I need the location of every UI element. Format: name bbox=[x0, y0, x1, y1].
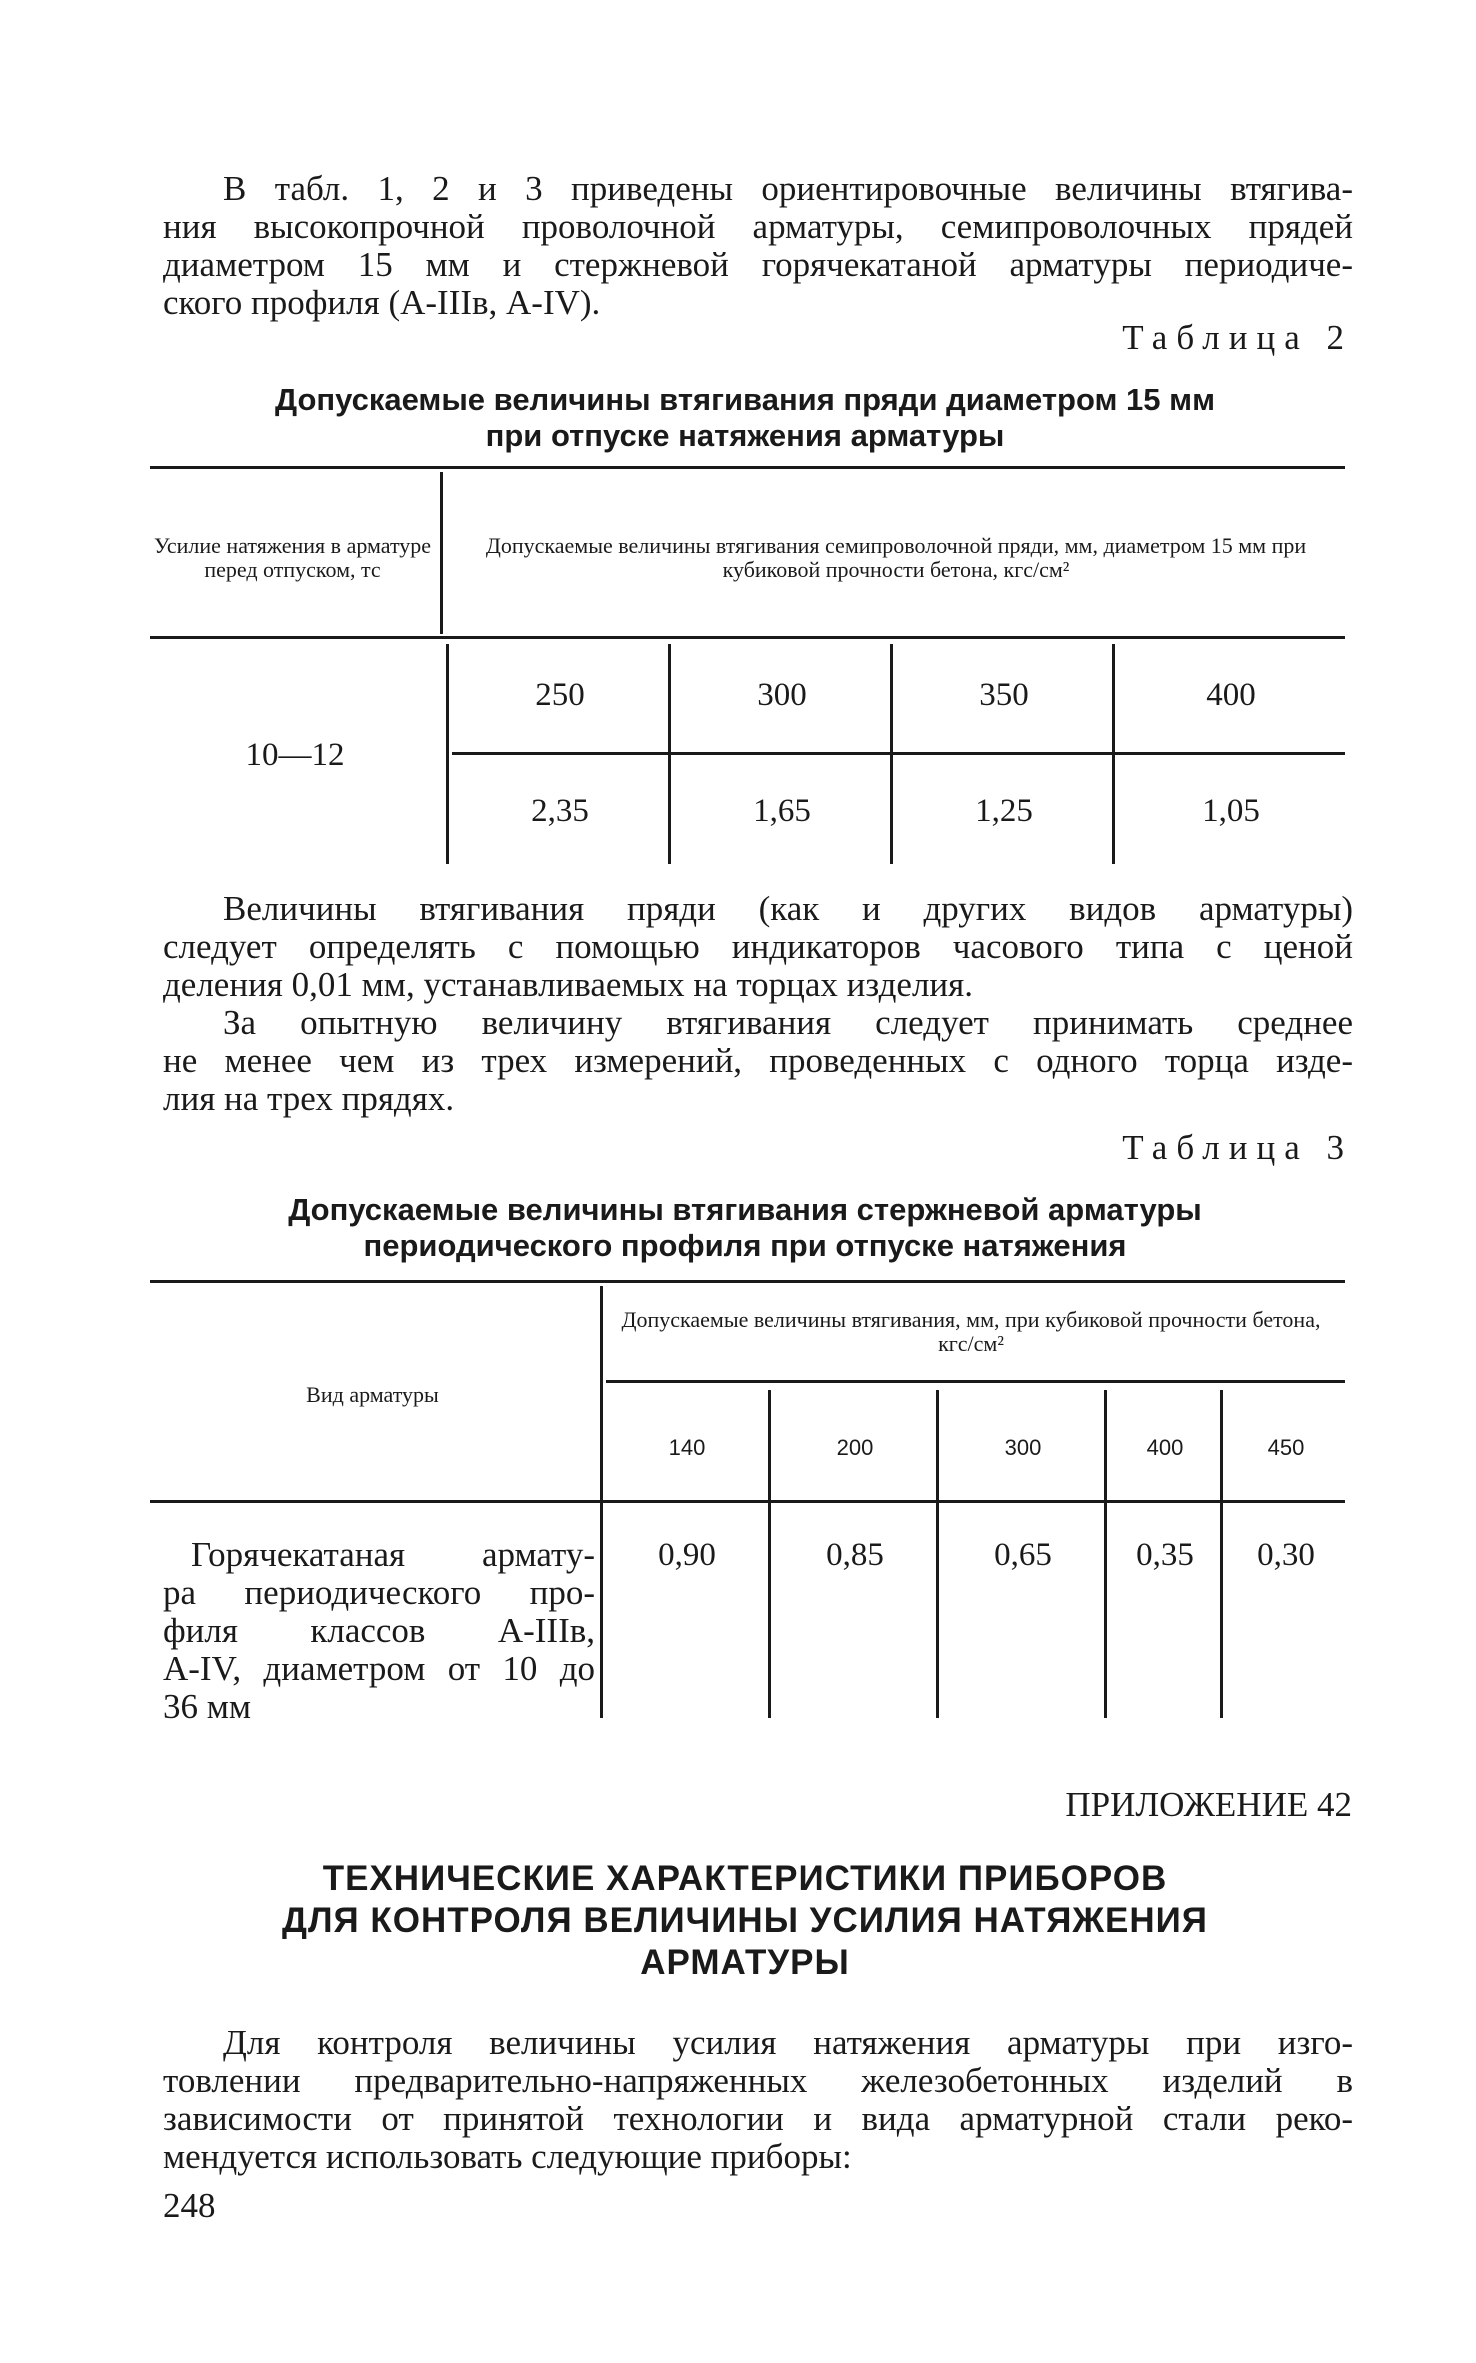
title-line: Допускаемые величины втягивания стержневой арматуры bbox=[288, 1192, 1202, 1227]
intro-paragraph bbox=[163, 170, 1353, 322]
text-line: Горячекатаная армату- bbox=[191, 1535, 595, 1574]
table-rule bbox=[452, 752, 1345, 755]
text-line: А-IV, диаметром от 10 до bbox=[163, 1649, 595, 1688]
text-line: деления 0,01 мм, устанавливаемых на торцах изделия. bbox=[163, 965, 973, 1004]
text-line: диаметром 15 мм и стержневой горячекатаной арматуры периодиче- bbox=[163, 245, 1353, 284]
table3-strength: 140 bbox=[668, 1435, 706, 1460]
table3-strength: 450 bbox=[1267, 1435, 1305, 1460]
table-rule bbox=[150, 1500, 1345, 1503]
text-line: следует определять с помощью индикаторов часового типа с ценой bbox=[163, 927, 1353, 966]
table-rule bbox=[1104, 1390, 1107, 1718]
page-number: 248 bbox=[163, 2186, 216, 2225]
text-line: ского профиля (А-IIIв, А-IV). bbox=[163, 283, 601, 322]
appendix-heading bbox=[150, 1858, 1340, 1984]
text-line: товлении предварительно-напряженных железобетонных изделий в bbox=[163, 2061, 1353, 2100]
heading-line: ДЛЯ КОНТРОЛЯ ВЕЛИЧИНЫ УСИЛИЯ НАТЯЖЕНИЯ bbox=[282, 1901, 1208, 1940]
heading-line: ТЕХНИЧЕСКИЕ ХАРАКТЕРИСТИКИ ПРИБОРОВ bbox=[322, 1859, 1168, 1898]
table3-strength: 200 bbox=[836, 1435, 874, 1460]
table2-strength: 400 bbox=[1206, 676, 1256, 713]
text-line: Величины втягивания пряди (как и других видов арматуры) bbox=[223, 889, 1353, 928]
table3-value: 0,90 bbox=[658, 1536, 716, 1573]
appendix-label: ПРИЛОЖЕНИЕ 42 bbox=[1065, 1785, 1352, 1824]
table-rule bbox=[768, 1390, 771, 1718]
table2-value: 1,65 bbox=[753, 792, 811, 829]
table3-value: 0,35 bbox=[1136, 1536, 1194, 1573]
table2-strength: 350 bbox=[979, 676, 1029, 713]
title-line: при отпуске натяжения арматуры bbox=[485, 418, 1005, 453]
text-line: зависимости от принятой технологии и вида арматурной стали реко- bbox=[163, 2099, 1353, 2138]
appendix-paragraph bbox=[163, 2024, 1353, 2176]
table2-label: Таблица 2 bbox=[1122, 318, 1353, 357]
table-rule bbox=[150, 466, 1345, 469]
text-line: В табл. 1, 2 и 3 приведены ориентировочные величины втягива- bbox=[223, 169, 1353, 208]
table-rule bbox=[150, 636, 1345, 639]
table2-force: 10—12 bbox=[245, 736, 345, 773]
table3-value: 0,85 bbox=[826, 1536, 884, 1573]
table-rule bbox=[440, 472, 443, 634]
text-line: лия на трех прядях. bbox=[163, 1079, 455, 1118]
title-line: периодического профиля при отпуске натяжения bbox=[363, 1228, 1127, 1263]
table3-title bbox=[150, 1192, 1340, 1264]
text-line: Для контроля величины усилия натяжения арматуры при изго- bbox=[223, 2023, 1353, 2062]
table-rule bbox=[936, 1390, 939, 1718]
table2-col1-header: Усилие натяжения в арматуре перед отпуском, тс bbox=[153, 532, 432, 582]
table3-strength: 300 bbox=[1004, 1435, 1042, 1460]
table3-col1-header: Вид арматуры bbox=[306, 1382, 439, 1407]
table3-value: 0,30 bbox=[1257, 1536, 1315, 1573]
table2-value: 2,35 bbox=[531, 792, 589, 829]
table2-col2-header: Допускаемые величины втягивания семипроволочной пряди, мм, диаметром 15 мм при кубиковой прочности бетона, кгс/см² bbox=[485, 532, 1307, 582]
table3-col2-header: Допускаемые величины втягивания, мм, при кубиковой прочности бетона, кгс/см² bbox=[621, 1307, 1321, 1356]
table2-value: 1,25 bbox=[975, 792, 1033, 829]
table-rule bbox=[150, 1280, 1345, 1283]
table-rule bbox=[606, 1380, 1345, 1383]
table3-label: Таблица 3 bbox=[1122, 1128, 1353, 1167]
table3-strength: 400 bbox=[1146, 1435, 1184, 1460]
text-line: 36 мм bbox=[163, 1687, 252, 1726]
table3-row-label bbox=[163, 1536, 595, 1726]
table-rule bbox=[446, 644, 449, 864]
table2-strength: 300 bbox=[757, 676, 807, 713]
table2-strength: 250 bbox=[535, 676, 585, 713]
heading-line: АРМАТУРЫ bbox=[640, 1943, 850, 1982]
table3-value: 0,65 bbox=[994, 1536, 1052, 1573]
text-line: ра периодического про- bbox=[163, 1573, 595, 1612]
table-rule bbox=[1220, 1390, 1223, 1718]
table2-title bbox=[150, 382, 1340, 454]
text-line: мендуется использовать следующие приборы: bbox=[163, 2137, 852, 2176]
text-line: ния высокопрочной проволочной арматуры, семипроволочных прядей bbox=[163, 207, 1353, 246]
text-line: филя классов А-IIIв, bbox=[163, 1611, 595, 1650]
paragraph-average bbox=[163, 1004, 1353, 1118]
table2-value: 1,05 bbox=[1202, 792, 1260, 829]
text-line: За опытную величину втягивания следует принимать среднее bbox=[223, 1003, 1353, 1042]
title-line: Допускаемые величины втягивания пряди диаметром 15 мм bbox=[274, 382, 1216, 417]
text-line: не менее чем из трех измерений, проведенных с одного торца изде- bbox=[163, 1041, 1353, 1080]
paragraph-measurement bbox=[163, 890, 1353, 1004]
